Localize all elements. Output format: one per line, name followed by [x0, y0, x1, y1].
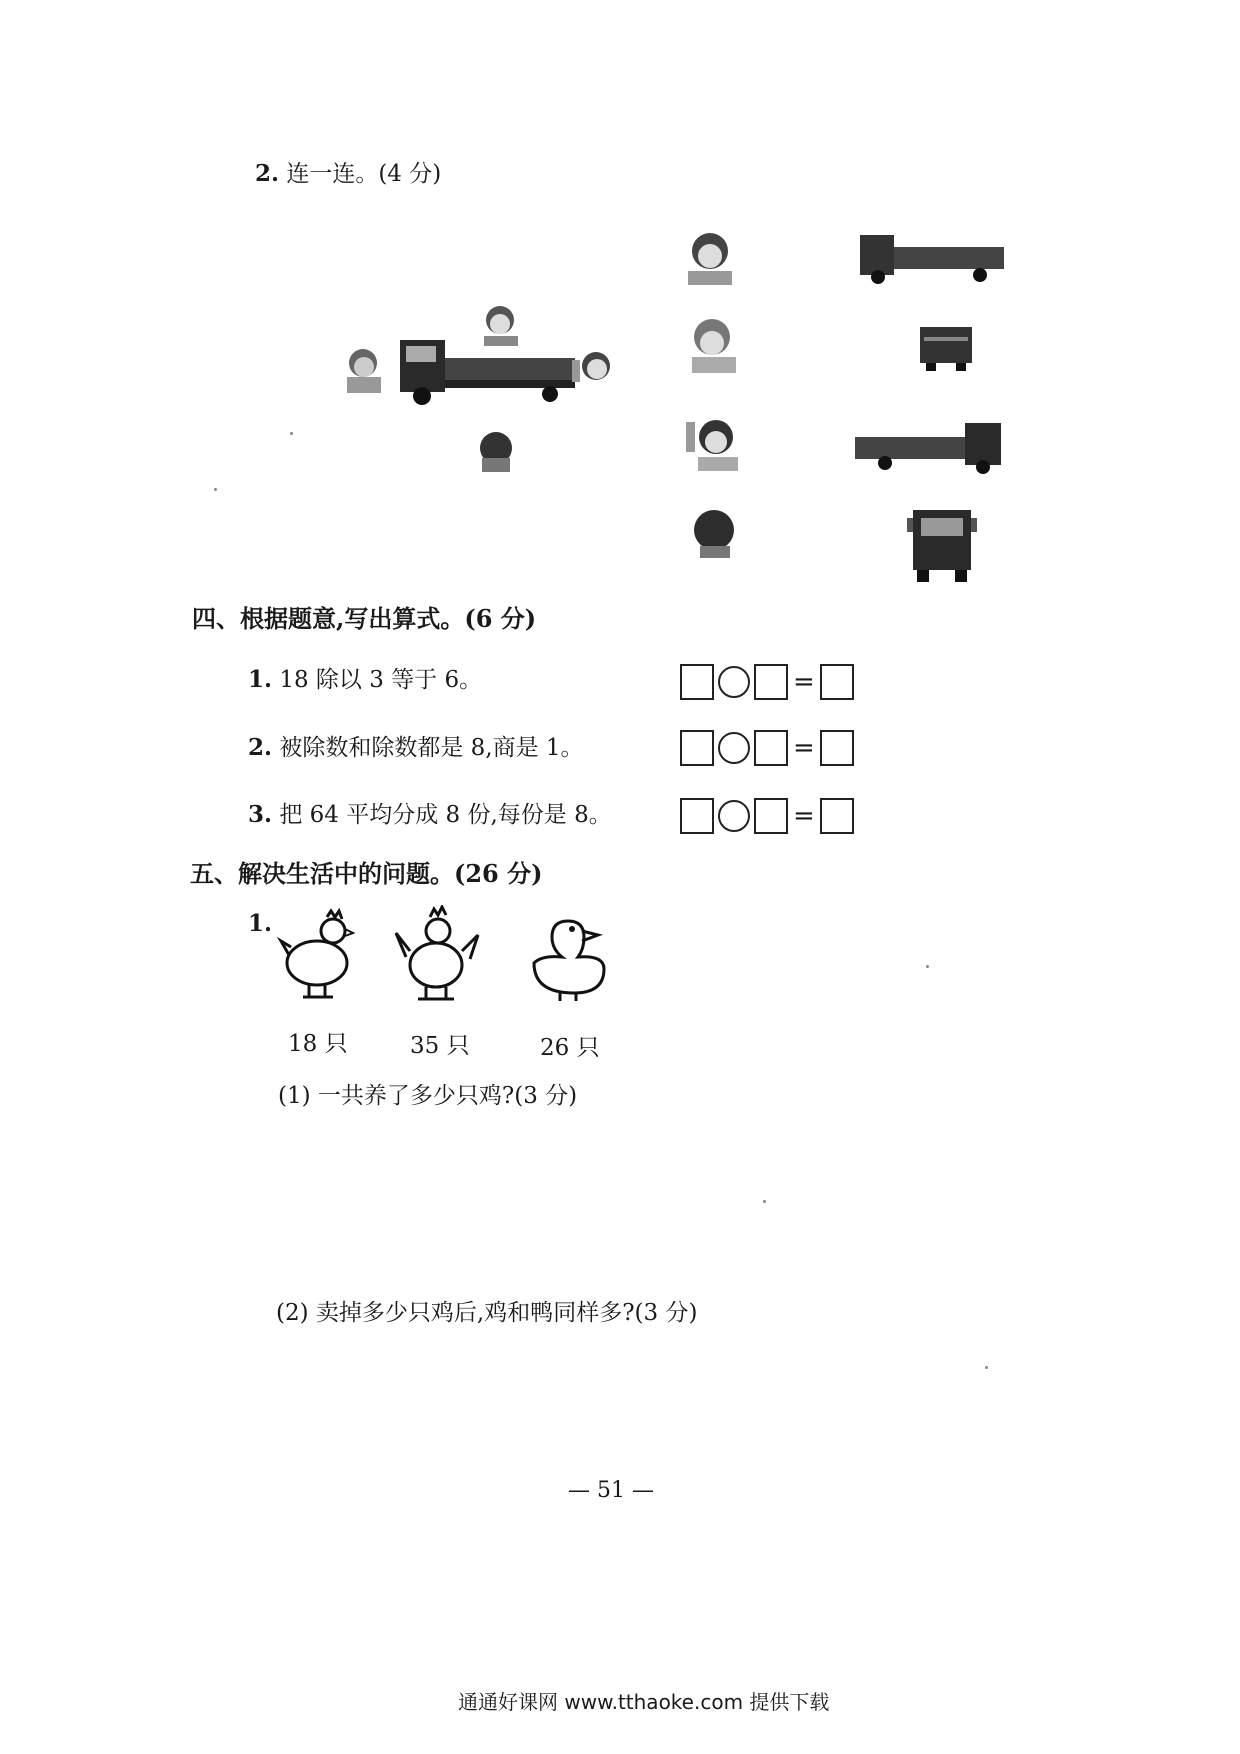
item-number: 3. [248, 801, 273, 828]
answer-box[interactable] [754, 730, 788, 766]
equal-sign: = [793, 667, 815, 697]
equation-blank-3 [680, 798, 854, 834]
item-text: 把 64 平均分成 8 份,每份是 8。 [279, 802, 612, 828]
equation-blank-1 [680, 664, 854, 700]
truck-right-view-icon [855, 423, 1001, 474]
scan-speck [985, 1366, 988, 1369]
q3-2-heading [255, 162, 441, 186]
q3-2-text: 连一连。(4 分) [286, 161, 442, 187]
girl-back-icon [480, 432, 512, 472]
section4-item-2 [248, 736, 584, 760]
boy-cap-icon [692, 319, 736, 373]
footer-credit: 通通好课网 www.tthaoke.com 提供下载 [458, 1690, 830, 1714]
child-right-icon [572, 352, 610, 382]
truck-views-column [855, 225, 1015, 585]
child-waving-icon [686, 420, 738, 471]
answer-box[interactable] [754, 664, 788, 700]
answer-box[interactable] [680, 664, 714, 700]
operator-circle[interactable] [718, 666, 750, 698]
scan-speck [763, 1200, 766, 1203]
boy-left-icon [347, 349, 381, 393]
section4-item-3 [248, 803, 612, 827]
section5-q1-number: 1. [248, 910, 273, 937]
girl-front-icon [688, 233, 732, 285]
section4-title: 四、根据题意,写出算式。(6 分) [192, 604, 537, 633]
page-number: — 51 — [568, 1478, 654, 1503]
section5-sub-question-1: (1) 一共养了多少只鸡?(3 分) [278, 1083, 578, 1109]
scan-speck [290, 432, 293, 435]
duck-count: 26 只 [540, 1035, 600, 1061]
truck-rear-view-icon [920, 327, 972, 371]
answer-box[interactable] [820, 798, 854, 834]
section5-title: 五、解决生活中的问题。(26 分) [190, 859, 543, 888]
operator-circle[interactable] [718, 732, 750, 764]
girl-top-icon [484, 306, 518, 346]
hen-icon [275, 905, 365, 1005]
equal-sign: = [793, 801, 815, 831]
answer-box[interactable] [754, 798, 788, 834]
truck-scene-illustration [340, 290, 640, 490]
answer-box[interactable] [680, 798, 714, 834]
answer-box[interactable] [680, 730, 714, 766]
item-number: 2. [248, 734, 273, 761]
truck-left-view-icon [860, 235, 1004, 284]
equal-sign: = [793, 733, 815, 763]
item-text: 被除数和除数都是 8,商是 1。 [279, 735, 584, 761]
section5-sub-question-2: (2) 卖掉多少只鸡后,鸡和鸭同样多?(3 分) [276, 1300, 698, 1326]
girl-back-view-icon [694, 510, 734, 558]
item-text: 18 除以 3 等于 6。 [279, 667, 483, 693]
hen-count: 18 只 [288, 1031, 348, 1057]
truck-front-view-icon [907, 510, 977, 582]
answer-box[interactable] [820, 730, 854, 766]
truck-front-side-icon [400, 340, 575, 405]
answer-box[interactable] [820, 664, 854, 700]
child-views-column [680, 225, 770, 585]
scan-speck [926, 965, 929, 968]
q3-2-number: 2. [255, 160, 280, 187]
equation-blank-2 [680, 730, 854, 766]
rooster-count: 35 只 [410, 1033, 470, 1059]
section4-item-1 [248, 668, 482, 692]
item-number: 1. [248, 666, 273, 693]
operator-circle[interactable] [718, 800, 750, 832]
duck-icon [520, 905, 615, 1005]
scan-speck [214, 488, 217, 491]
rooster-icon [390, 905, 485, 1005]
